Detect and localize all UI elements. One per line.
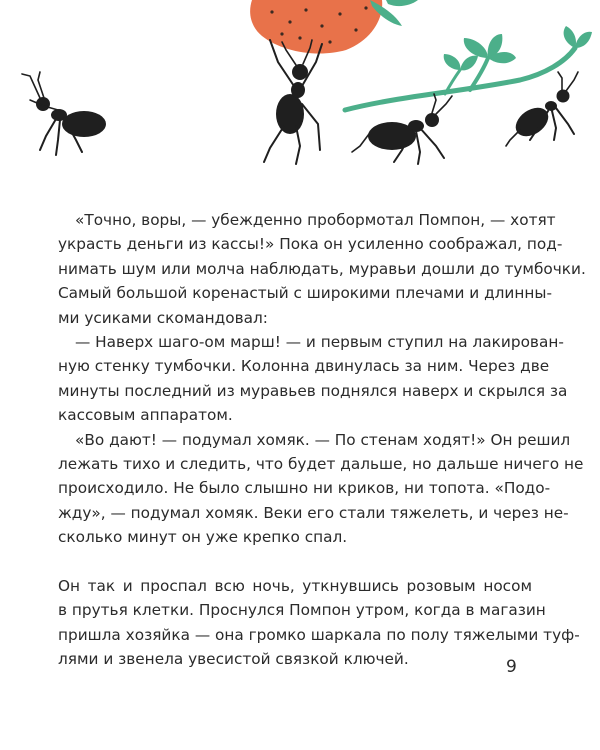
- paragraph: [58, 208, 586, 330]
- ant-icon: [264, 40, 322, 164]
- paragraph: [58, 330, 568, 428]
- paragraph: [58, 428, 584, 550]
- text-line: «Точно, воры, — убежденно пробормотал Помпон, — хотят: [75, 211, 556, 229]
- text-line: Самый большой коренастый с широкими плечами и длинны-: [58, 284, 552, 303]
- page-number: 9: [506, 657, 517, 677]
- text-line: минуты последний из муравьев поднялся наверх и скрылся за: [58, 381, 568, 400]
- strawberry-illustration: [250, 0, 418, 54]
- text-line: ную стенку тумбочки. Колонна двинулась за ним. Через две: [58, 357, 550, 376]
- clover-illustration: [345, 26, 592, 110]
- ants-illustration: [0, 0, 600, 175]
- text-line: украсть деньги из кассы!» Пока он усиленно соображал, под-: [58, 235, 563, 254]
- text-line: — Наверх шаго-ом марш! — и первым ступил на лакирован-: [75, 332, 564, 351]
- text-line: жду», — подумал хомяк. Веки его стали тяжелеть, и через не-: [58, 503, 569, 522]
- text-line: в прутья клетки. Проснулся Помпон утром, когда в магазин: [58, 601, 546, 620]
- story-text: [58, 208, 586, 671]
- ant-icon: [22, 72, 106, 155]
- text-line: лями и звенела увесистой связкой ключей.: [58, 650, 409, 669]
- text-line: ми усиками скомандовал:: [58, 308, 268, 327]
- text-line: сколько минут он уже крепко спал.: [58, 528, 348, 547]
- text-line: Он так и проспал всю ночь, уткнувшись розовым носом: [58, 576, 532, 595]
- text-line: пришла хозяйка — она громко шаркала по полу тяжелыми туф-: [58, 625, 580, 644]
- text-line: кассовым аппаратом.: [58, 406, 233, 425]
- paragraph: [58, 574, 580, 672]
- text-line: лежать тихо и следить, что будет дальше, но дальше ничего не: [58, 454, 584, 473]
- text-line: «Во дают! — подумал хомяк. — По стенам ходят!» Он решил: [75, 430, 571, 449]
- paragraph-gap: [58, 549, 532, 573]
- text-line: нимать шум или молча наблюдать, муравьи дошли до тумбочки.: [58, 259, 586, 278]
- text-line: происходило. Не было слышно ни криков, ни топота. «Подо-: [58, 479, 551, 498]
